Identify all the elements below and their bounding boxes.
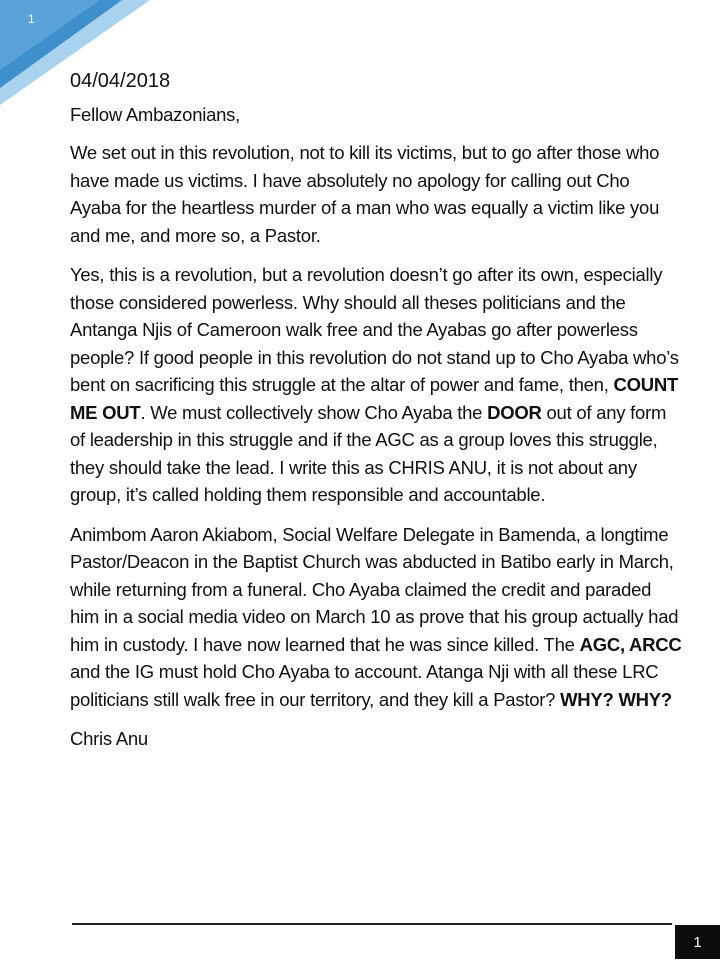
paragraph-1: We set out in this revolution, not to kill its victims, but to go after those who have made us victims. I have absolutely no apology for calling out Cho Ayaba for the heartless murder of a man who was equally a victim like you and me, and more so, a Pastor. bbox=[70, 142, 660, 246]
page-number: 1 bbox=[693, 933, 702, 951]
paragraph-3-text-a: Animbom Aaron Akiabom, Social Welfare Delegate in Bamenda, a longtime Pastor/Deacon in the Baptist Church was abducted in Batibo early in March, while returning from a funeral. Cho Ayaba claimed the credit and paraded him in a social media video on March 10 as prove that his group actually had him in custody. I have now learned that he was since killed. The bbox=[70, 523, 679, 655]
letter-body bbox=[70, 68, 682, 753]
salutation: Fellow Ambazonians, bbox=[70, 103, 241, 125]
paragraph-3 bbox=[70, 521, 682, 714]
paragraph-2-text-a: Yes, this is a revolution, but a revolution doesn’t go after its own, especially those considered powerless. Why should all theses politicians and the Antanga Njis of Cameroon walk free and the Ayabas go after powerless people? If good people in this revolution do not stand up to Cho Ayaba who’s bent on sacrificing this struggle at the altar of power and fame, then, bbox=[70, 264, 679, 395]
corner-page-number: 1 bbox=[28, 12, 35, 26]
paragraph-2-text-c: . We must collectively show Cho Ayaba the bbox=[140, 401, 488, 423]
emphasis-agc-arcc: AGC, ARCC bbox=[579, 633, 682, 655]
emphasis-count-me-out: COUNT ME OUT bbox=[70, 374, 679, 423]
emphasis-door: DOOR bbox=[487, 401, 542, 423]
page-number-box bbox=[675, 925, 720, 959]
letter-date: 04/04/2018 bbox=[70, 70, 171, 92]
emphasis-why: WHY? WHY? bbox=[560, 688, 672, 710]
paragraph-2-text-e: out of any form of leadership in this struggle and if the AGC as a group loves this struggle, they should take the lead. I write this as CHRIS ANU, it is not about any group, it’s called holding them responsible and accountable. bbox=[70, 401, 667, 505]
paragraph-2 bbox=[70, 261, 682, 509]
footer-divider bbox=[72, 923, 672, 925]
paragraph-3-text-c: and the IG must hold Cho Ayaba to account. Atanga Nji with all these LRC politicians still walk free in our territory, and they kill a Pastor? bbox=[70, 661, 659, 710]
signature: Chris Anu bbox=[70, 728, 148, 749]
